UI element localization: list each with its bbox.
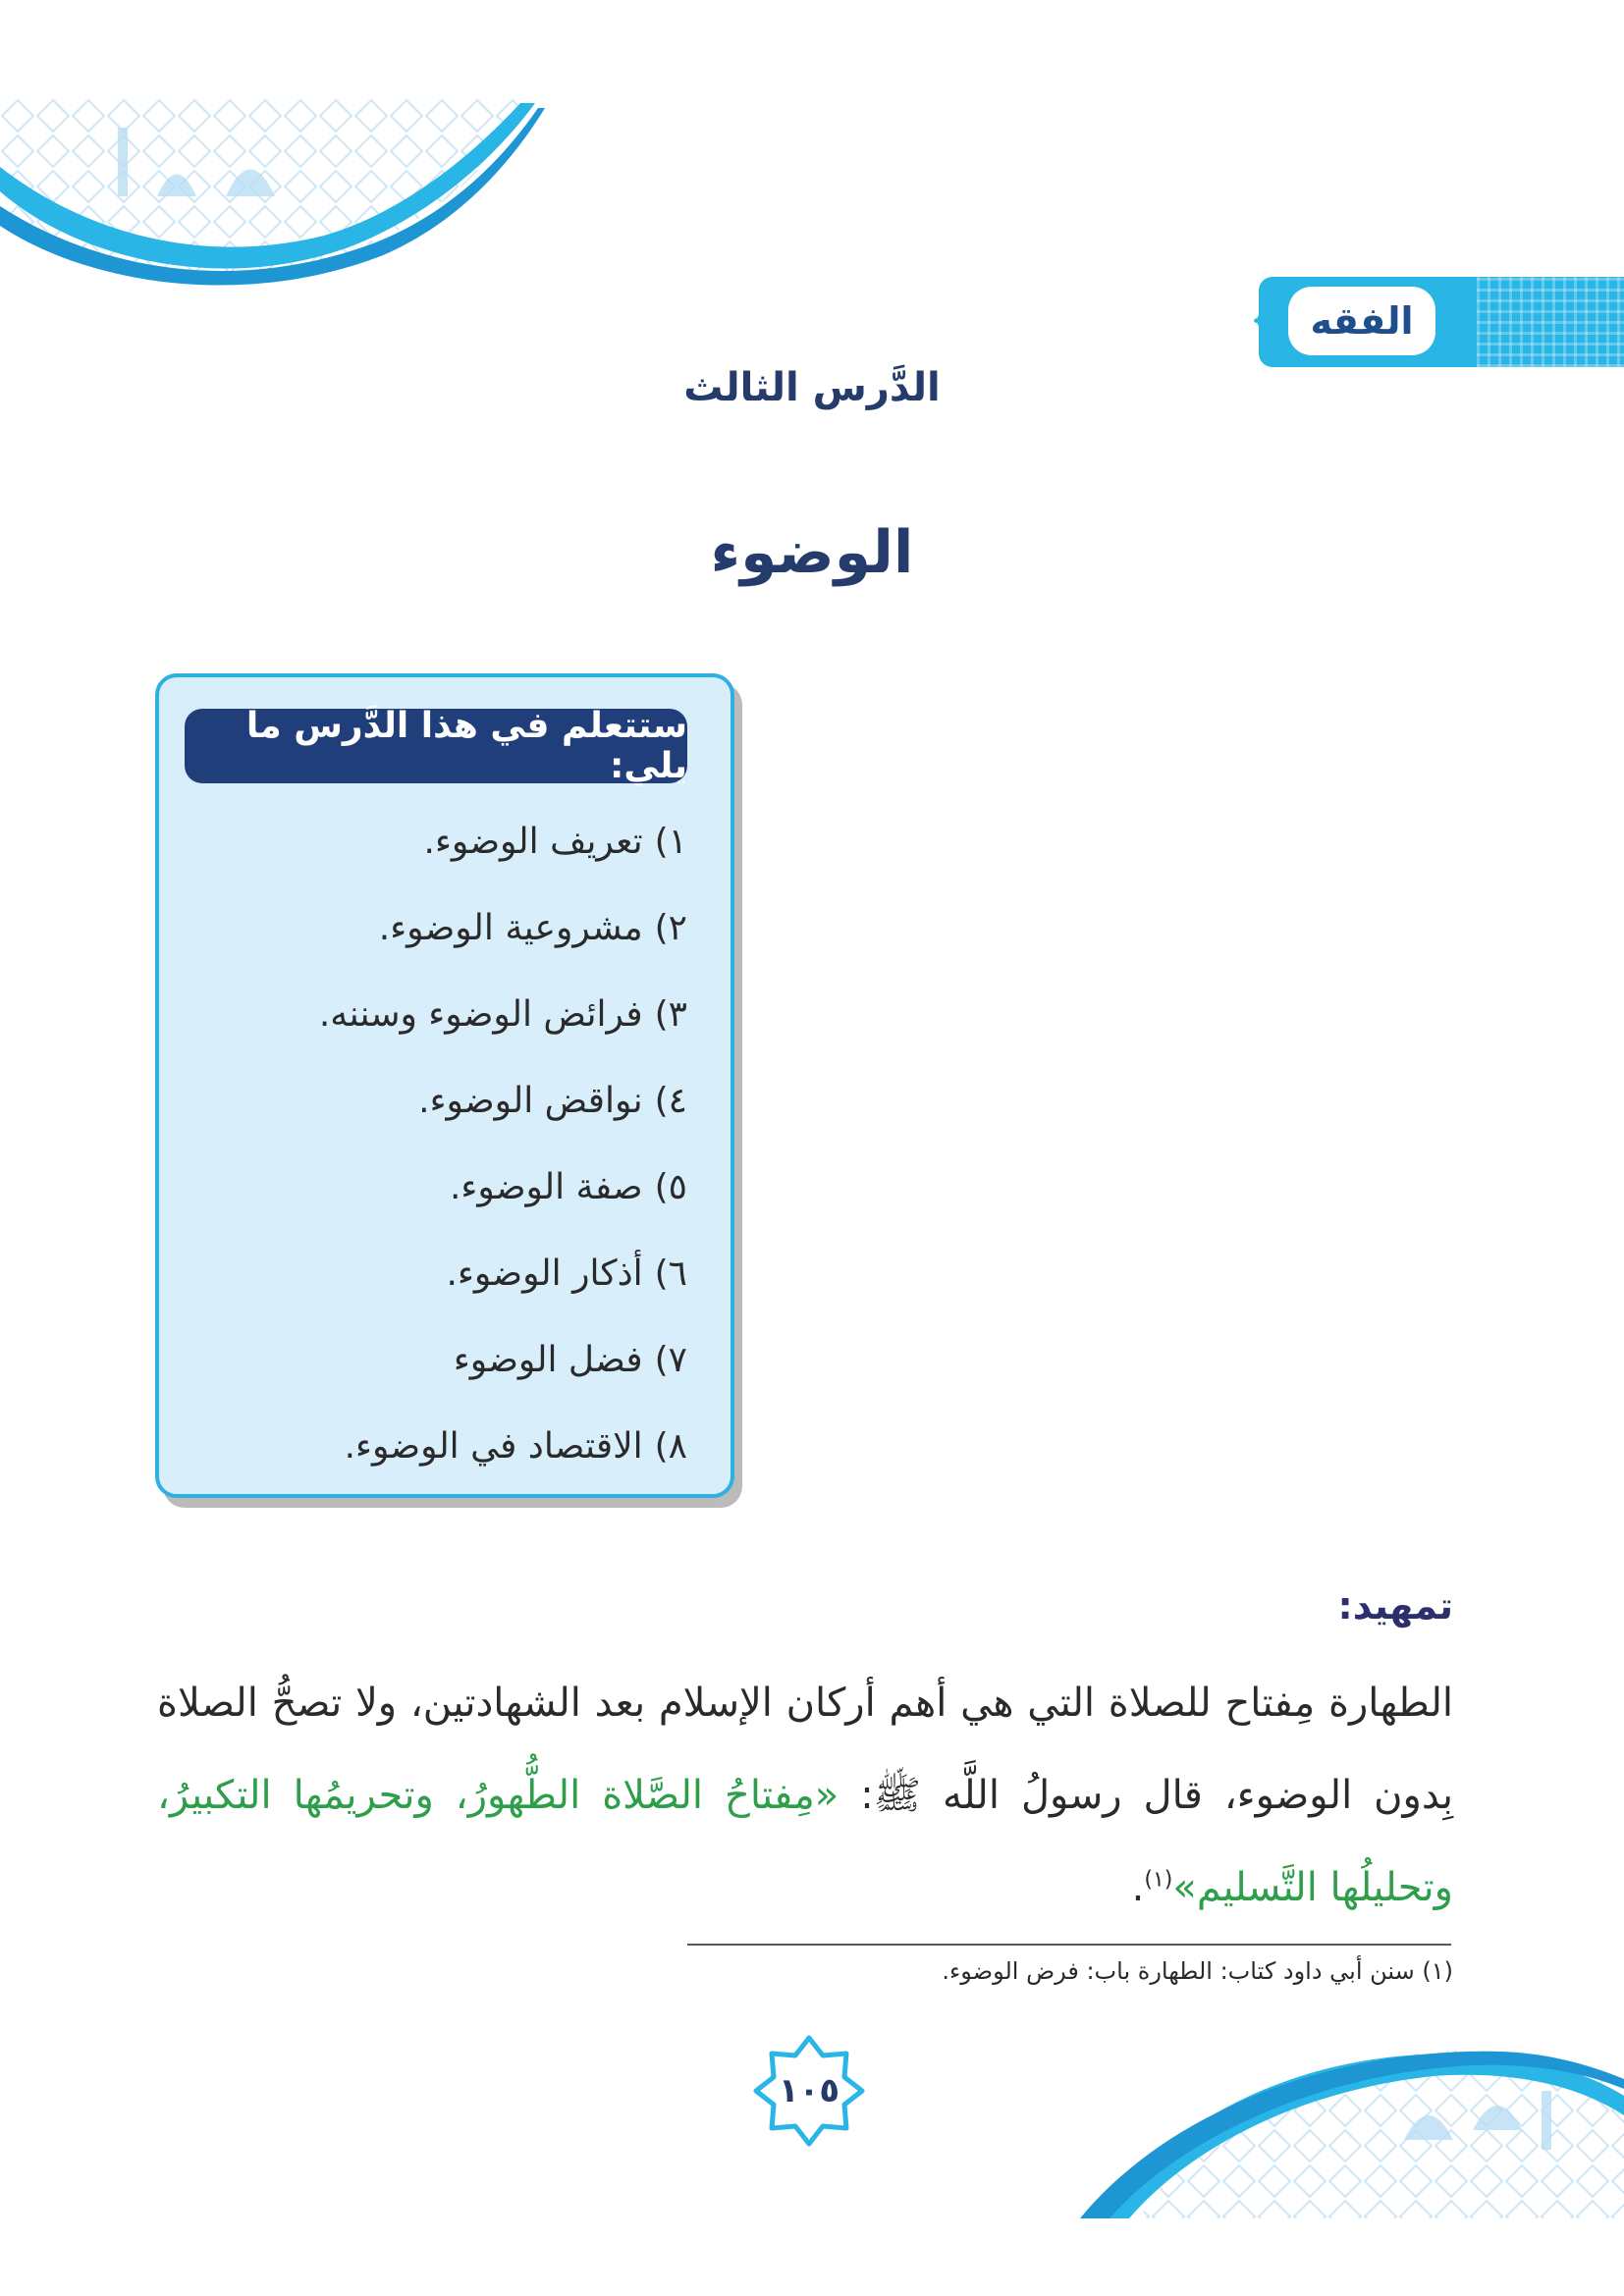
bottom-wave-decoration: [1080, 2022, 1624, 2218]
objective-text: الاقتصاد في الوضوء.: [344, 1426, 643, 1467]
objective-number: ٧): [654, 1340, 687, 1380]
objective-item: [196, 1404, 687, 1490]
objective-text: فضل الوضوء: [453, 1340, 643, 1380]
subject-label: الفقه: [1288, 287, 1435, 355]
objective-number: ٦): [654, 1254, 687, 1294]
objective-text: نواقض الوضوء.: [418, 1081, 643, 1121]
intro-text: الطهارة مِفتاح للصلاة التي هي أهم أركان الإسلام بعد الشهادتين، ولا تصحُّ الصلاة بِدون الوضوء، قال رسولُ اللَّه ﷺ:: [157, 1681, 1453, 1818]
intro-paragraph: [157, 1657, 1453, 1934]
objective-text: مشروعية الوضوء.: [378, 908, 643, 948]
objective-number: ٣): [654, 994, 687, 1035]
objective-number: ٢): [654, 908, 687, 948]
top-wave-decoration: [0, 98, 550, 324]
objective-number: ٥): [654, 1167, 687, 1207]
footnote: (١) سنن أبي داود كتاب: الطهارة باب: فرض الوضوء.: [942, 1957, 1453, 1985]
objective-item: [196, 1058, 687, 1145]
footnote-reference: (١): [1144, 1867, 1173, 1893]
objective-item: [196, 1145, 687, 1231]
objectives-heading: ستتعلم في هذا الدَّرس ما يلي:: [185, 709, 687, 783]
lesson-title: الوضوء: [710, 518, 914, 587]
objective-text: صفة الوضوء.: [449, 1167, 643, 1207]
objectives-list: [196, 799, 687, 1490]
end-punctuation: .: [1131, 1865, 1145, 1910]
footnote-divider: [687, 1944, 1451, 1946]
objective-item: [196, 1317, 687, 1404]
objectives-box: [155, 673, 734, 1498]
objective-item: [196, 799, 687, 885]
intro-heading: تمهيد:: [1337, 1584, 1453, 1628]
objective-item: [196, 972, 687, 1058]
hadith-quote: «مِفتاحُ الصَّلاة الطُّهورُ، وتحريمُها التكبيرُ، وتحليلُها التَّسليم»: [157, 1773, 1453, 1910]
objective-number: ١): [654, 822, 687, 862]
page-number: ١٠٥: [778, 2071, 840, 2110]
objective-text: تعريف الوضوء.: [423, 822, 643, 862]
subject-tab: [1259, 277, 1624, 367]
objective-number: ٨): [654, 1426, 687, 1467]
lesson-number: الدَّرس الثالث: [683, 365, 941, 410]
objective-text: فرائض الوضوء وسننه.: [318, 994, 643, 1035]
tab-pattern: [1477, 277, 1624, 367]
objective-item: [196, 1231, 687, 1317]
flower-ornament-icon: ✥: [1252, 302, 1281, 342]
objective-text: أذكار الوضوء.: [446, 1254, 643, 1294]
objective-item: [196, 885, 687, 972]
objective-number: ٤): [654, 1081, 687, 1121]
